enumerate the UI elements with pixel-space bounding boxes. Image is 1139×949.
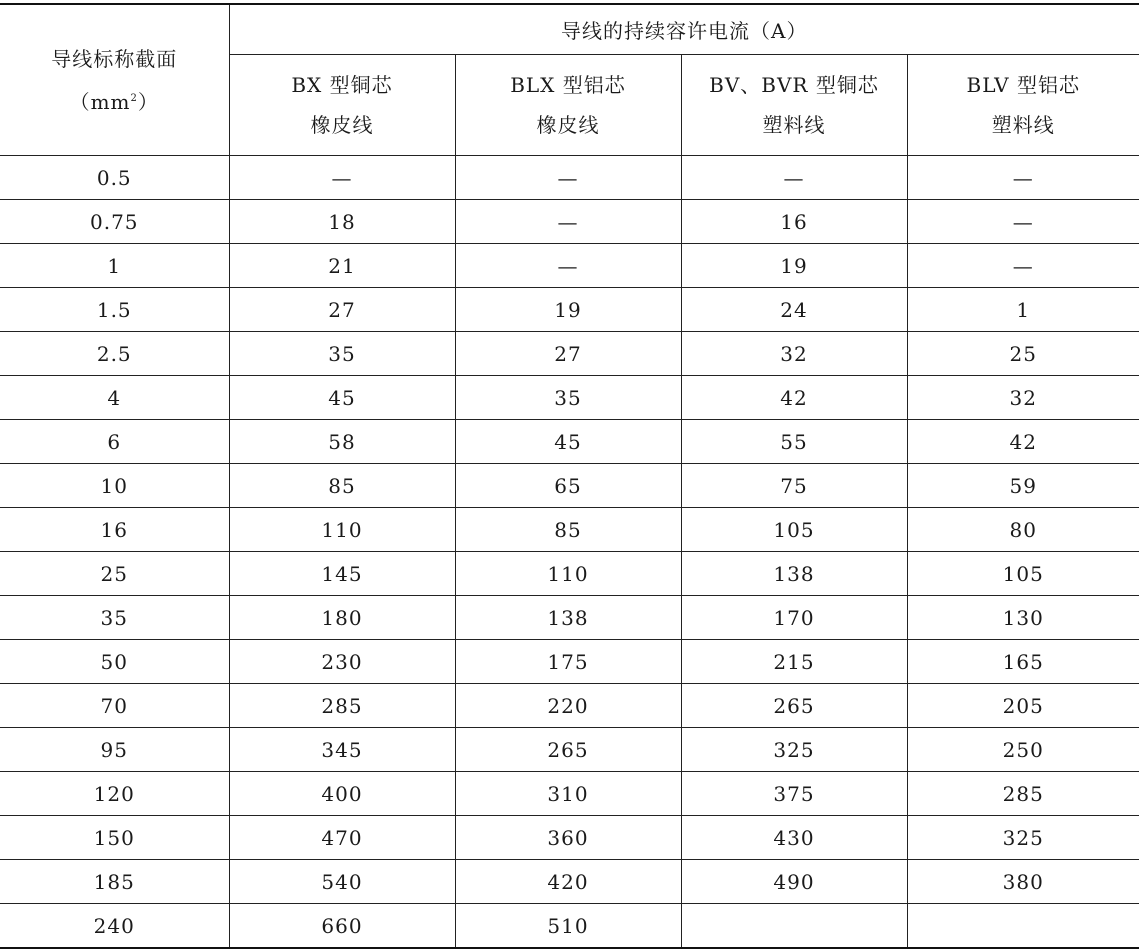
current-value-cell: — [907, 200, 1139, 244]
current-value-cell: 540 [229, 860, 455, 904]
cross-section-cell: 0.5 [0, 156, 229, 200]
current-value-cell: 27 [229, 288, 455, 332]
current-value-cell: 105 [907, 552, 1139, 596]
current-value-cell: 45 [455, 420, 681, 464]
table-row [0, 156, 1139, 200]
cross-section-cell: 10 [0, 464, 229, 508]
current-value-cell: 470 [229, 816, 455, 860]
current-value-cell: 19 [681, 244, 907, 288]
current-value-cell: 85 [455, 508, 681, 552]
current-value-cell: 16 [681, 200, 907, 244]
current-value-cell: 21 [229, 244, 455, 288]
cross-section-cell: 185 [0, 860, 229, 904]
current-value-cell: 660 [229, 904, 455, 949]
cross-section-label: 导线标称截面 [51, 46, 178, 71]
current-value-cell: 105 [681, 508, 907, 552]
cross-section-cell: 4 [0, 376, 229, 420]
current-value-cell: 25 [907, 332, 1139, 376]
table-row [0, 772, 1139, 816]
current-value-cell: 380 [907, 860, 1139, 904]
current-value-cell: 175 [455, 640, 681, 684]
current-value-cell: 510 [455, 904, 681, 949]
current-value-cell: 285 [907, 772, 1139, 816]
table-row [0, 420, 1139, 464]
current-value-cell: 265 [455, 728, 681, 772]
table-row [0, 816, 1139, 860]
table-row [0, 596, 1139, 640]
cross-section-header [0, 4, 229, 156]
cross-section-cell: 35 [0, 596, 229, 640]
cross-section-cell: 6 [0, 420, 229, 464]
current-value-cell: 215 [681, 640, 907, 684]
current-value-cell: 265 [681, 684, 907, 728]
current-value-cell: 75 [681, 464, 907, 508]
current-value-cell: 19 [455, 288, 681, 332]
current-value-cell: 220 [455, 684, 681, 728]
current-value-cell: 55 [681, 420, 907, 464]
current-value-cell: 65 [455, 464, 681, 508]
current-value-cell: 18 [229, 200, 455, 244]
current-value-cell: 490 [681, 860, 907, 904]
current-value-cell: 138 [455, 596, 681, 640]
current-value-cell: 110 [455, 552, 681, 596]
column-header-blv: BLV 型铝芯 塑料线 [907, 55, 1139, 156]
table-row [0, 684, 1139, 728]
current-group-header: 导线的持续容许电流（A） [229, 4, 1139, 55]
table-row [0, 464, 1139, 508]
current-value-cell: 32 [907, 376, 1139, 420]
document-page [0, 3, 1139, 949]
current-value-cell: 27 [455, 332, 681, 376]
cross-section-cell: 240 [0, 904, 229, 949]
current-value-cell: 59 [907, 464, 1139, 508]
current-value-cell: 42 [681, 376, 907, 420]
cross-section-cell: 70 [0, 684, 229, 728]
cross-section-cell: 1 [0, 244, 229, 288]
current-capacity-table [0, 3, 1139, 949]
current-value-cell: 430 [681, 816, 907, 860]
table-row [0, 244, 1139, 288]
current-value-cell: 310 [455, 772, 681, 816]
current-value-cell [681, 904, 907, 949]
current-value-cell: 85 [229, 464, 455, 508]
current-value-cell: — [681, 156, 907, 200]
current-value-cell: 420 [455, 860, 681, 904]
table-header [0, 4, 1139, 156]
cross-section-unit: $(mm^2)$ [69, 89, 159, 114]
current-value-cell: — [455, 200, 681, 244]
table-row [0, 904, 1139, 949]
current-value-cell: 345 [229, 728, 455, 772]
current-value-cell: 58 [229, 420, 455, 464]
table-row [0, 508, 1139, 552]
current-value-cell: 285 [229, 684, 455, 728]
current-value-cell: 325 [907, 816, 1139, 860]
current-value-cell: 180 [229, 596, 455, 640]
current-value-cell: 80 [907, 508, 1139, 552]
table-row [0, 376, 1139, 420]
current-value-cell: 138 [681, 552, 907, 596]
current-value-cell: 230 [229, 640, 455, 684]
table-row [0, 728, 1139, 772]
cross-section-cell: 0.75 [0, 200, 229, 244]
column-header-bv-bvr: BV、BVR 型铜芯 塑料线 [681, 55, 907, 156]
current-value-cell: — [455, 156, 681, 200]
cross-section-cell: 2.5 [0, 332, 229, 376]
cross-section-cell: 16 [0, 508, 229, 552]
column-header-blx: BLX 型铝芯 橡皮线 [455, 55, 681, 156]
current-value-cell: 375 [681, 772, 907, 816]
current-value-cell: 145 [229, 552, 455, 596]
current-value-cell [907, 904, 1139, 949]
current-value-cell: 35 [455, 376, 681, 420]
current-value-cell: 400 [229, 772, 455, 816]
current-value-cell: 110 [229, 508, 455, 552]
current-value-cell: — [455, 244, 681, 288]
cross-section-cell: 1.5 [0, 288, 229, 332]
current-value-cell: — [907, 156, 1139, 200]
cross-section-cell: 120 [0, 772, 229, 816]
current-value-cell: — [907, 244, 1139, 288]
table-row [0, 288, 1139, 332]
current-value-cell: 205 [907, 684, 1139, 728]
table-row [0, 552, 1139, 596]
column-header-bx: BX 型铜芯 橡皮线 [229, 55, 455, 156]
current-value-cell: 360 [455, 816, 681, 860]
current-value-cell: 45 [229, 376, 455, 420]
current-value-cell: — [229, 156, 455, 200]
current-value-cell: 130 [907, 596, 1139, 640]
table-row [0, 860, 1139, 904]
cross-section-cell: 50 [0, 640, 229, 684]
current-value-cell: 42 [907, 420, 1139, 464]
current-value-cell: 1 [907, 288, 1139, 332]
table-body [0, 156, 1139, 949]
table-row [0, 640, 1139, 684]
cross-section-cell: 95 [0, 728, 229, 772]
table-row [0, 332, 1139, 376]
current-value-cell: 170 [681, 596, 907, 640]
current-value-cell: 24 [681, 288, 907, 332]
current-value-cell: 250 [907, 728, 1139, 772]
cross-section-cell: 150 [0, 816, 229, 860]
current-value-cell: 165 [907, 640, 1139, 684]
cross-section-cell: 25 [0, 552, 229, 596]
current-value-cell: 32 [681, 332, 907, 376]
current-value-cell: 325 [681, 728, 907, 772]
current-value-cell: 35 [229, 332, 455, 376]
table-row [0, 200, 1139, 244]
